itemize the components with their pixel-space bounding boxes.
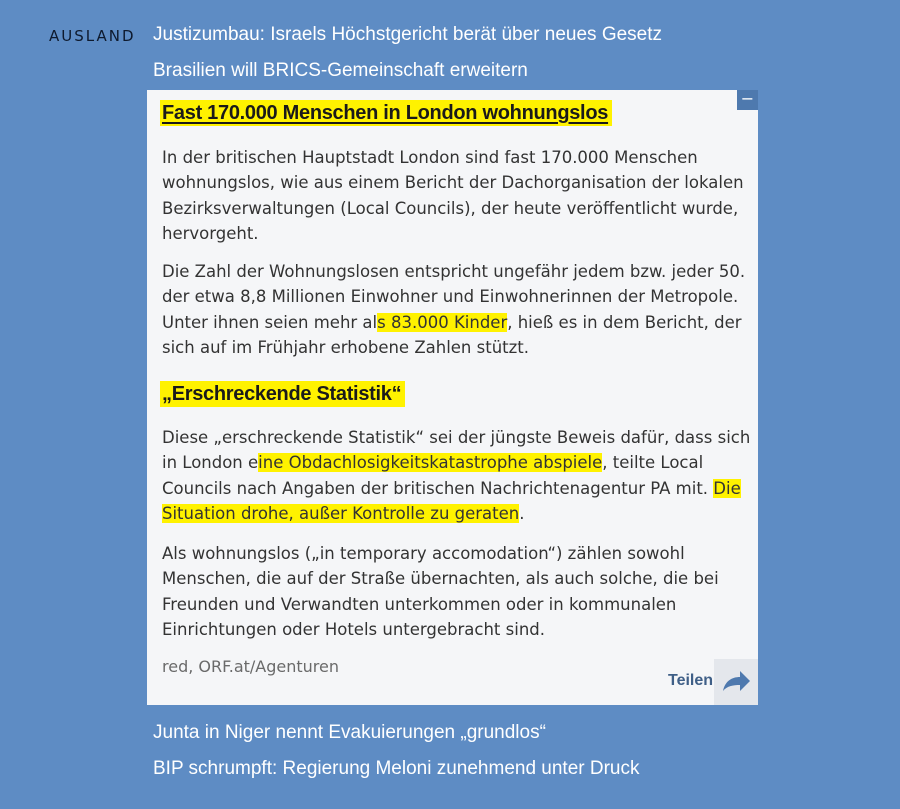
article-source: red, ORF.at/Agenturen [162,657,340,676]
section-label: AUSLAND [49,27,136,45]
p2-highlight: s 83.000 Kinder [377,312,508,332]
article-title-text: Fast 170.000 Menschen in London wohnungslos [160,100,612,126]
collapse-button[interactable] [737,90,758,110]
article-paragraph-3 [162,425,752,526]
headline-link-brics[interactable]: Brasilien will BRICS-Gemeinschaft erweitern [153,60,528,81]
article-subheading [162,383,405,406]
minus-icon: − [740,89,755,108]
article-paragraph-2 [162,259,752,360]
share-button[interactable] [666,659,758,705]
share-arrow-icon[interactable] [714,659,758,705]
subheading-text: „Erschreckende Statistik“ [160,381,405,407]
headline-link-israel[interactable]: Justizumbau: Israels Höchstgericht berät über neues Gesetz [153,24,663,45]
article-card [147,90,758,705]
headline-link-niger[interactable]: Junta in Niger nennt Evakuierungen „grundlos“ [153,722,546,743]
p3-text-a: Diese „erschreckende Statistik“ sei der jüngste Beweis dafür, dass sich in London e [162,428,751,473]
share-label: Teilen [668,672,714,689]
p2-text-a: Die Zahl der Wohnungslosen entspricht ungefähr jedem bzw. jeder 50. der etwa 8,8 Millionen Einwohner und Einwohnerinnen der Metropole. Unter ihnen seien mehr al [162,262,746,332]
headline-link-meloni[interactable]: BIP schrumpft: Regierung Meloni zunehmend unter Druck [153,758,640,779]
article-paragraph-1: In der britischen Hauptstadt London sind fast 170.000 Menschen wohnungslos, wie aus einem Bericht der Dachorganisation der lokalen Bezirksverwaltungen (Local Councils), der heute veröffentlicht wurde, hervorgeht. [162,148,744,243]
article-title[interactable] [162,102,612,125]
article-paragraph-4: Als wohnungslos („in temporary accomodation“) zählen sowohl Menschen, die auf der Straße übernachten, als auch solche, die bei Freunden und Verwandten unterkommen oder in kommunalen Einrichtungen oder Hotels untergebracht sind. [162,544,719,639]
p2-text-b: , hieß es in dem Bericht, der sich auf im Frühjahr erhobene Zahlen stützt. [162,312,742,357]
p3-highlight-1: ine Obdachlosigkeitskatastrophe abspiele [258,453,603,473]
p3-text-b: , teilte Local Councils nach Angaben der britischen Nachrichtenagentur PA mit. [162,453,714,498]
p3-text-c: . [519,503,525,523]
p3-highlight-2: Die Situation drohe, außer Kontrolle zu geraten [162,478,741,523]
